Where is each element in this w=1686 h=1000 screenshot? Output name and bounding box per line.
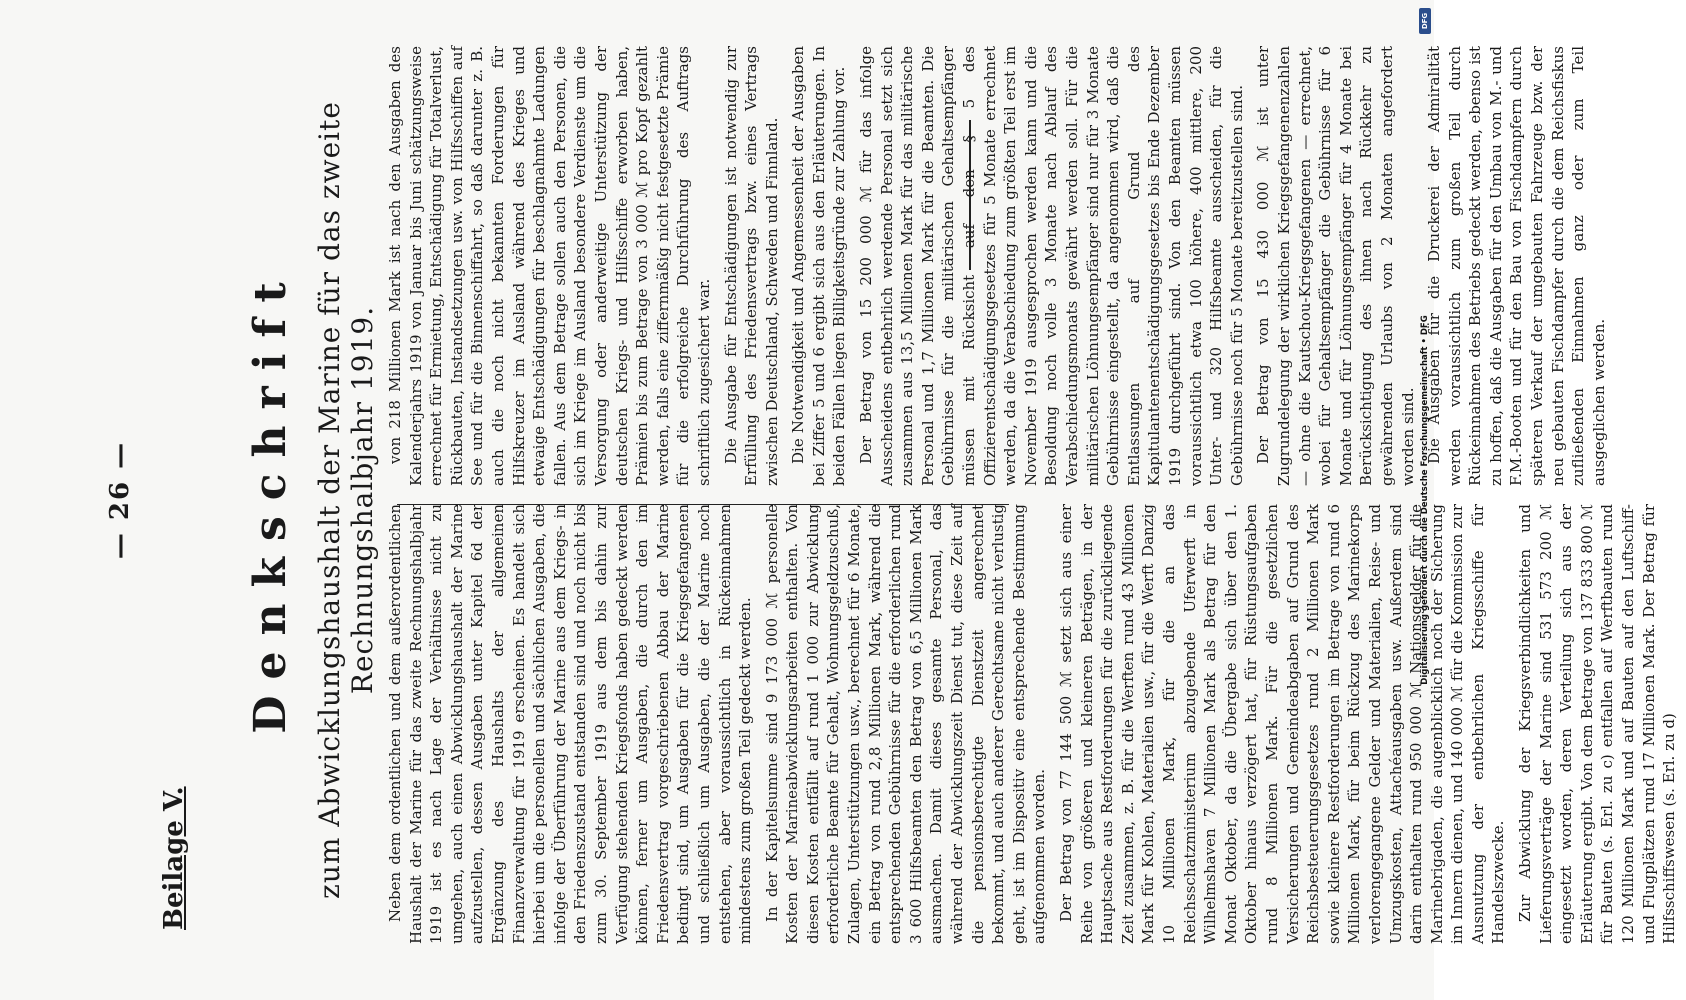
page-subtitle: zum Abwicklungshaushalt der Marine für das zweite Rechnungshalbjahr 1919. (313, 101, 379, 899)
paragraph: Die Ausgabe für Entschädigungen ist notwendig zur Erfüllung des Friedensvertrags bzw. eines Vertrags zwischen Deutschland, Schweden und Finnland. (721, 46, 781, 486)
dfg-logo (1419, 8, 1431, 34)
page-title: Denkschrift (245, 266, 296, 734)
digitization-credit (1418, 8, 1432, 993)
paragraph: Zur Abwicklung der Kriegsverbindlichkeiten und Lieferungsverträge der Marine sind 531 573 200 ℳ eingesetzt worden, deren Verteilung sich aus der Erläuterung ergibt. Von dem Betrage von 137 833 800 ℳ für Bauten (s. Erl. zu c) entfallen auf Werftbauten rund 120 Millionen Mark und auf Bauten auf den Luftschiff- und Flugplätzen rund 17 Millionen Mark. Der Betrag für Hilfsschiffswesen (s. Erl. zu d) (1516, 504, 1679, 944)
paragraph: Die Ausgaben für die Druckerei der Admiralität werden voraussichtlich zum großen Teil durch Rückeinnahmen des Betriebs gedeckt werden, ebenso ist zu hoffen, daß die Ausgaben für den Umbau von M.- und F.M.-Booten und für den Bau von Fischdampfern durch späteren Verkauf der umgebauten Fahrzeuge bzw. der neu gebauten Fischdampfer durch die dem Reichsfiskus zufließenden Einnahmen ganz oder zum Teil ausgeglichen werden. (1425, 46, 1608, 486)
dfg-logo-text: DFG (1421, 12, 1429, 30)
credit-text: Digitalisierung gefördert durch die Deutsche Forschungsgemeinschaft • DFG (1420, 315, 1430, 685)
paragraph: Der Betrag von 15 430 000 ℳ ist unter Zugrundelegung der wirklichen Kriegsgefangenenzahlen — ohne die Kautschou-Kriegsgefangenen — errechnet, wobei für Gehaltsempfänger die Gebührnisse für 6 Monate und für Löhnungsempfänger für 4 Monate bei Berücksichtigung des ihnen nach Rückkehr zu gewährenden Urlaubs von 2 Monaten angefordert worden sind. (1254, 46, 1417, 486)
paragraph: Die Notwendigkeit und Angemessenheit der Ausgaben bei Ziffer 5 und 6 ergibt sich aus den Erläuterungen. In beiden Fällen liegen Billigkeitsgründe zur Zahlung vor. (789, 46, 849, 486)
paragraph: In der Kapitelsumme sind 9 173 000 ℳ personelle Kosten der Marineabwicklungsarbeiten enthalten. Von diesen Kosten entfällt auf rund 1 000 zur Abwicklung erforderliche Beamte für Gehalt, Wohnungsgeldzuschuß, Zulagen, Unterstützungen usw., berechnet für 6 Monate, ein Betrag von rund 2,8 Millionen Mark, während die entsprechenden Gebührnisse für die erforderlichen rund 3 600 Hilfsbeamten den Betrag von 6,5 Millionen Mark ausmachen. Damit dieses gesamte Personal, das während der Abwicklungszeit Dienst tut, diese Zeit auf die pensionsberechtigte Dienstzeit angerechnet bekommt, und auch anderer Gerechtsame nicht verlustig geht, ist im Dispositiv eine entsprechende Bestimmung aufgenommen worden. (762, 504, 1049, 944)
supplement-label: Beilage V. (159, 786, 189, 930)
column-divider (397, 504, 1009, 505)
end-rule (969, 120, 971, 270)
paragraph: Der Betrag von 15 200 000 ℳ für das infolge Ausscheidens entbehrlich werdende Personal setzt sich zusammen aus 13,5 Millionen Mark für das militärische Personal und 1,7 Millionen Mark für die Beamten. Die Gebührnisse für die militärischen Gehaltsempfänger müssen mit Rücksicht auf den § 5 des Offizierentschädigungsgesetzes für 5 Monate errechnet werden, da die Verabschiedung zum größten Teil erst im November 1919 ausgesprochen werden kann und die Besoldung noch volle 3 Monate nach Ablauf des Verabschiedungsmonats gewährt werden soll. Für die militärischen Löhnungsempfänger sind nur für 3 Monate Gebührnisse eingestellt, da angenommen wird, daß die Entlassungen auf Grund des Kapitulantenentschädigungsgesetzes bis Ende Dezember 1919 durchgeführt sind. Von den Beamten müssen voraussichtlich etwa 100 höhere, 400 mittlere, 200 Unter- und 320 Hilfsbeamte ausscheiden, für die Gebührnisse noch für 5 Monate bereitzustellen sind. (857, 46, 1246, 486)
paragraph: von 218 Millionen Mark ist nach den Ausgaben des Kalenderjahrs 1919 von Januar bis Juni schätzungsweise errechnet für Ermietung, Entschädigung für Totalverlust, Rückbauten, Instandsetzungen usw. von Hilfsschiffen auf See und für die Binnenschiffahrt, so daß darunter z. B. auch die noch nicht bekannten Forderungen für Hilfskreuzer im Ausland während des Krieges und etwaige Entschädigungen für beschlagnahmte Ladungen fallen. Aus dem Betrage sollen auch den Personen, die sich im Kriege im Ausland besondere Verdienste um die Versorgung oder anderweitige Unterstützung der deutschen Kriegs- und Hilfsschiffe erworben haben, Prämien bis zum Betrage von 3 000 ℳ pro Kopf gezahlt werden, falls eine ziffernmäßig nicht festgesetzte Prämie für die erfolgreiche Durchführung des Auftrags schriftlich zugesichert war. (386, 46, 713, 486)
left-column (385, 504, 1686, 944)
paragraph: Der Betrag von 77 144 500 ℳ setzt sich aus einer Reihe von größeren und kleineren Beträgen, in der Hauptsache aus Restforderungen für die zurückliegende Zeit zusammen, z. B. für die Werften rund 43 Millionen Mark für Kohlen, Materialien usw., für die Werft Danzig 10 Millionen Mark, für die an das Reichsschatzministerium abzugebende Uferwerft in Wilhelmshaven 7 Millionen Mark als Betrag für den Monat Oktober, da die Übergabe sich über den 1. Oktober hinaus verzögert hat, für Rüstungsaufgaben rund 8 Millionen Mark. Für die gesetzlichen Versicherungen und Gemeindeabgaben auf Grund des Reichsbesteuerungsgesetzes rund 2 Millionen Mark sowie kleinere Restforderungen im Betrage von rund 6 Millionen Mark, für beim Rückzug des Marinekorps verlorengegangene Gelder und Materialien, Reise- und Umzugskosten, Attachéausgaben usw. Außerdem sind darin enthalten rund 950 000 ℳ Nationsgelder für die Marinebrigaden, die augenblicklich noch der Sicherung im Innern dienen, und 140 000 ℳ für die Kommission zur Ausnutzung der entbehrlichen Kriegsschiffe für Handelszwecke. (1057, 504, 1508, 944)
page-number: — 26 — (105, 440, 135, 560)
paragraph: Neben dem ordentlichen und dem außerordentlichen Haushalt der Marine für das zweite Rechnungshalbjahr 1919 ist es nach Lage der Verhältnisse nicht zu umgehen, auch einen Abwicklungshaushalt der Marine aufzustellen, dessen Ausgaben unter Kapitel 6d der Ergänzung des Haushalts der allgemeinen Finanzverwaltung für 1919 erscheinen. Es handelt sich hierbei um die personellen und sächlichen Ausgaben, die infolge der Überführung der Marine aus dem Kriegs- in den Friedenszustand entstanden sind und noch nicht bis zum 30. September 1919 aus dem bis dahin zur Verfügung stehenden Kriegsfonds haben gedeckt werden können, ferner um Ausgaben, die durch den im Friedensvertrag vorgeschriebenen Abbau der Marine bedingt sind, um Ausgaben für die Kriegsgefangenen und schließlich um Ausgaben, die der Marine noch entstehen, aber voraussichtlich in Rückeinnahmen mindestens zum großen Teil gedeckt werden. (386, 504, 755, 944)
